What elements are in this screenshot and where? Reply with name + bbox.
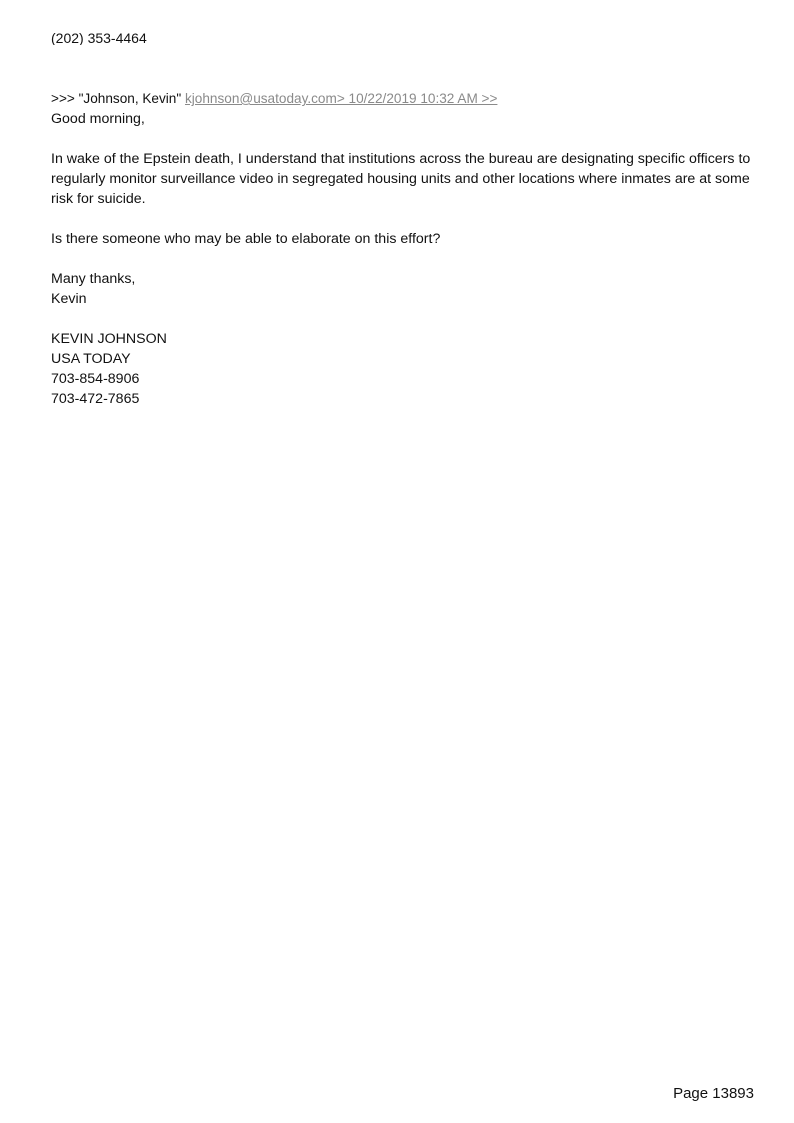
- signature-org: USA TODAY: [51, 351, 131, 367]
- quote-prefix: >>>: [51, 91, 79, 106]
- spacer: [51, 309, 751, 329]
- cropped-phone-fragment: (202) 353-4464: [51, 30, 147, 45]
- sender-name: "Johnson, Kevin": [78, 91, 182, 106]
- closing-thanks: Many thanks,: [51, 271, 136, 287]
- body-paragraph-2: Is there someone who may be able to elaborate on this effort?: [51, 231, 441, 247]
- body-paragraph-1: In wake of the Epstein death, I understand that institutions across the bureau are designating specific officers to regularly monitor surveillance video in segregated housing units and other locations where inmates are at some risk for suicide.: [51, 151, 751, 207]
- spacer: [51, 209, 751, 229]
- signature-phone-1: 703-854-8906: [51, 371, 140, 387]
- greeting: Good morning,: [51, 111, 145, 127]
- quoted-header: [51, 89, 751, 109]
- closing-name: Kevin: [51, 291, 87, 307]
- email-body: [51, 89, 751, 409]
- page-number: Page 13893: [673, 1085, 754, 1102]
- spacer: [51, 129, 751, 149]
- spacer: [51, 249, 751, 269]
- signature-phone-2: 703-472-7865: [51, 391, 140, 407]
- signature-name: KEVIN JOHNSON: [51, 331, 167, 347]
- sender-email-link[interactable]: kjohnson@usatoday.com> 10/22/2019 10:32 AM >>: [184, 91, 498, 106]
